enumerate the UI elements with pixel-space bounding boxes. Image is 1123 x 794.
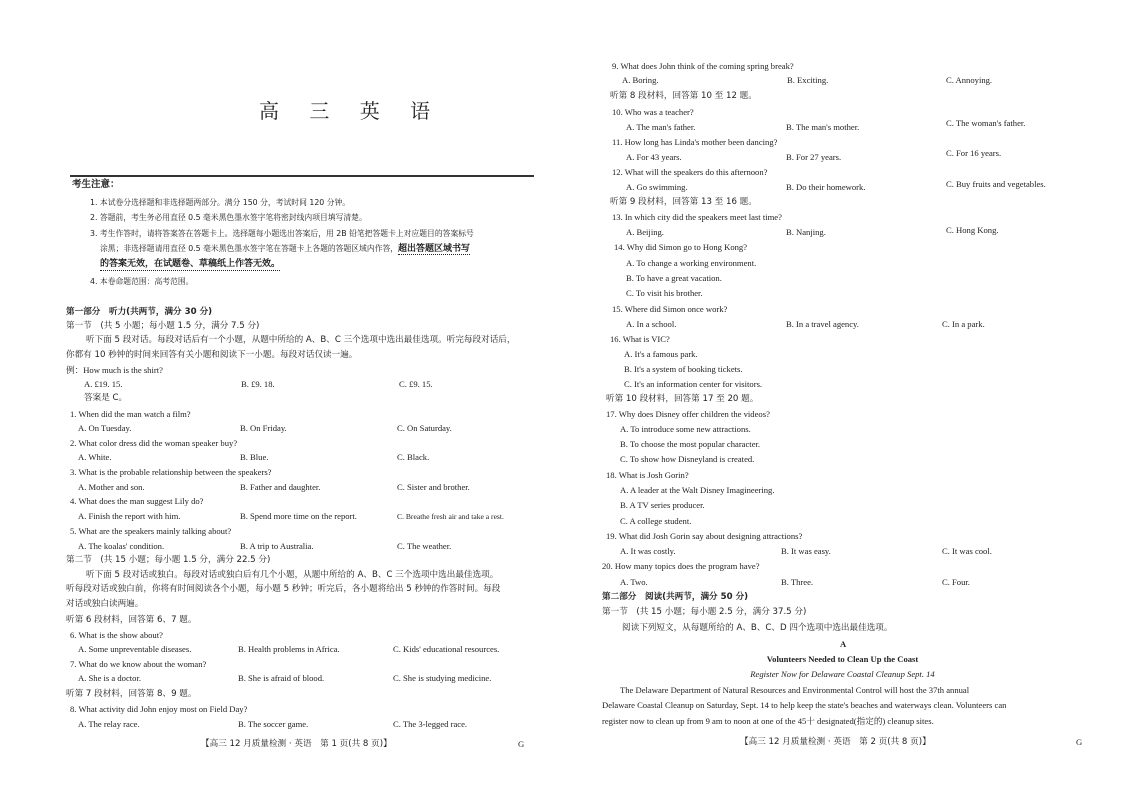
q16-option-c: C. It's an information center for visitors. bbox=[624, 379, 763, 389]
notice-divider bbox=[70, 175, 534, 177]
q1-option-a: A. On Tuesday. bbox=[78, 423, 132, 433]
example-option-c: C. £9. 15. bbox=[399, 379, 433, 389]
material-7-heading: 听第 7 段材料，回答第 8、9 题。 bbox=[66, 689, 197, 699]
q3-option-b: B. Father and daughter. bbox=[240, 482, 321, 492]
notice-3b bbox=[100, 243, 470, 255]
q19-option-a: A. It was costly. bbox=[620, 546, 676, 556]
q8-option-c: C. The 3-legged race. bbox=[393, 719, 468, 729]
q20-option-a: A. Two. bbox=[620, 577, 648, 587]
question-13: 13. In which city did the speakers meet last time? bbox=[612, 212, 782, 222]
q4-option-c: C. Breathe fresh air and take a rest. bbox=[397, 512, 504, 521]
notice-1: 1. 本试卷分选择题和非选择题两部分。满分 150 分，考试时间 120 分钟。 bbox=[90, 198, 351, 207]
q6-option-a: A. Some unpreventable diseases. bbox=[78, 644, 192, 654]
question-1: 1. When did the man watch a film? bbox=[70, 409, 191, 419]
page-title: 高 三 英 语 bbox=[259, 99, 443, 123]
question-8: 8. What activity did John enjoy most on Field Day? bbox=[70, 704, 248, 714]
q16-option-a: A. It's a famous park. bbox=[624, 349, 698, 359]
q18-option-a: A. A leader at the Walt Disney Imagineering. bbox=[620, 485, 775, 495]
material-6-heading: 听第 6 段材料，回答第 6、7 题。 bbox=[66, 615, 197, 625]
q5-option-a: A. The koalas' condition. bbox=[78, 541, 165, 551]
question-19: 19. What did Josh Gorin say about designing attractions? bbox=[606, 531, 803, 541]
right-page bbox=[562, 0, 1123, 794]
q20-option-b: B. Three. bbox=[781, 577, 814, 587]
footer-version: G bbox=[518, 739, 525, 749]
material-9-heading: 听第 9 段材料，回答第 13 至 16 题。 bbox=[610, 197, 757, 207]
notice-3b-plain: 涂黑；非选择题请用直径 0.5 毫米黑色墨水签字笔在答题卡上各题的答题区域内作答， bbox=[100, 244, 399, 253]
notice-3b-bold: 超出答题区域书写 bbox=[398, 244, 471, 254]
q13-option-a: A. Beijing. bbox=[626, 227, 664, 237]
q19-option-c: C. It was cool. bbox=[942, 546, 992, 556]
left-page bbox=[0, 0, 560, 794]
q2-option-b: B. Blue. bbox=[240, 452, 269, 462]
material-10-heading: 听第 10 段材料，回答第 17 至 20 题。 bbox=[606, 394, 759, 404]
question-17: 17. Why does Disney offer children the videos? bbox=[606, 409, 770, 419]
q6-option-b: B. Health problems in Africa. bbox=[238, 644, 340, 654]
q13-option-c: C. Hong Kong. bbox=[946, 225, 999, 235]
question-15: 15. Where did Simon once work? bbox=[612, 304, 728, 314]
q14-option-a: A. To change a working environment. bbox=[626, 258, 757, 268]
sec2-instruction-1: 听下面 5 段对话或独白。每段对话或独白后有几个小题，从题中所给的 A、B、C 三个选项中选出最佳选项。 bbox=[86, 570, 499, 580]
notice-heading: 考生注意： bbox=[72, 179, 120, 190]
q7-option-b: B. She is afraid of blood. bbox=[238, 673, 325, 683]
q4-option-a: A. Finish the report with him. bbox=[78, 511, 181, 521]
q10-option-c: C. The woman's father. bbox=[946, 118, 1026, 128]
q7-option-c: C. She is studying medicine. bbox=[393, 673, 492, 683]
q17-option-b: B. To choose the most popular character. bbox=[620, 439, 761, 449]
q3-option-c: C. Sister and brother. bbox=[397, 482, 470, 492]
q8-option-b: B. The soccer game. bbox=[238, 719, 309, 729]
q18-option-c: C. A college student. bbox=[620, 516, 692, 526]
q9-option-c: C. Annoying. bbox=[946, 75, 993, 85]
question-2: 2. What color dress did the woman speaker buy? bbox=[70, 438, 238, 448]
q10-option-a: A. The man's father. bbox=[626, 122, 696, 132]
material-8-heading: 听第 8 段材料，回答第 10 至 12 题。 bbox=[610, 91, 757, 101]
question-12: 12. What will the speakers do this afternoon? bbox=[612, 167, 768, 177]
q20-option-c: C. Four. bbox=[942, 577, 970, 587]
q8-option-a: A. The relay race. bbox=[78, 719, 140, 729]
question-11: 11. How long has Linda's mother been dancing? bbox=[612, 137, 778, 147]
passage-line-1: The Delaware Department of Natural Resources and Environmental Control will host the 37th annual bbox=[620, 685, 970, 695]
sec2-instruction-3: 对话或独白读两遍。 bbox=[66, 599, 144, 609]
example-answer: 答案是 C。 bbox=[84, 393, 128, 403]
q10-option-b: B. The man's mother. bbox=[786, 122, 860, 132]
sec1-instruction-2: 你都有 10 秒钟的时间来回答有关小题和阅读下一小题。每段对话仅读一遍。 bbox=[66, 350, 358, 360]
q15-option-c: C. In a park. bbox=[942, 319, 985, 329]
q11-option-a: A. For 43 years. bbox=[626, 152, 682, 162]
q6-option-c: C. Kids' educational resources. bbox=[393, 644, 500, 654]
question-7: 7. What do we know about the woman? bbox=[70, 659, 207, 669]
q15-option-b: B. In a travel agency. bbox=[786, 319, 859, 329]
page-footer: 【高三 12 月质量检测 · 英语 第 1 页(共 8 页)】 bbox=[201, 739, 392, 749]
q12-option-b: B. Do their homework. bbox=[786, 182, 866, 192]
sec1-instruction-1: 听下面 5 段对话。每段对话后有一个小题，从题中所给的 A、B、C 三个选项中选出最佳选项。听完每段对话后， bbox=[86, 335, 516, 345]
q5-option-b: B. A trip to Australia. bbox=[240, 541, 314, 551]
q17-option-a: A. To introduce some new attractions. bbox=[620, 424, 751, 434]
q12-option-a: A. Go swimming. bbox=[626, 182, 688, 192]
passage-title: Volunteers Needed to Clean Up the Coast bbox=[766, 654, 919, 664]
footer-version: G bbox=[1076, 737, 1083, 747]
sec2-heading: 第二节 (共 15 小题；每小题 1.5 分，满分 22.5 分) bbox=[66, 555, 271, 565]
sec1-heading: 第一节 (共 5 小题；每小题 1.5 分，满分 7.5 分) bbox=[66, 321, 260, 331]
question-5: 5. What are the speakers mainly talking about? bbox=[70, 526, 232, 536]
q18-option-b: B. A TV series producer. bbox=[620, 500, 705, 510]
example-option-a: A. £19. 15. bbox=[84, 379, 123, 389]
passage-subtitle: Register Now for Delaware Coastal Cleanup Sept. 14 bbox=[750, 669, 935, 679]
notice-3c: 的答案无效，在试题卷、草稿纸上作答无效。 bbox=[100, 259, 281, 269]
q12-option-c: C. Buy fruits and vegetables. bbox=[946, 179, 1046, 189]
question-20: 20. How many topics does the program have? bbox=[602, 561, 760, 571]
question-3: 3. What is the probable relationship between the speakers? bbox=[70, 467, 272, 477]
q19-option-b: B. It was easy. bbox=[781, 546, 831, 556]
q3-option-a: A. Mother and son. bbox=[78, 482, 145, 492]
q11-option-b: B. For 27 years. bbox=[786, 152, 842, 162]
example-option-b: B. £9. 18. bbox=[241, 379, 275, 389]
q17-option-c: C. To show how Disneyland is created. bbox=[620, 454, 755, 464]
notice-3a: 3. 考生作答时，请将答案答在答题卡上。选择题每小题选出答案后，用 2B 铅笔把答题卡上对应题目的答案标号 bbox=[90, 229, 474, 238]
reading-instruction: 阅读下列短文，从每题所给的 A、B、C、D 四个选项中选出最佳选项。 bbox=[622, 623, 893, 633]
q14-option-c: C. To visit his brother. bbox=[626, 288, 703, 298]
q7-option-a: A. She is a doctor. bbox=[78, 673, 142, 683]
q2-option-a: A. White. bbox=[78, 452, 112, 462]
question-16: 16. What is VIC? bbox=[610, 334, 670, 344]
passage-line-3: register now to clean up from 9 am to noon at one of the 45十 designated(指定的) cleanup sites. bbox=[602, 716, 934, 726]
q9-option-b: B. Exciting. bbox=[787, 75, 829, 85]
question-4: 4. What does the man suggest Lily do? bbox=[70, 496, 204, 506]
question-6: 6. What is the show about? bbox=[70, 630, 163, 640]
q1-option-b: B. On Friday. bbox=[240, 423, 287, 433]
part2-heading: 第二部分 阅读(共两节，满分 50 分) bbox=[602, 592, 749, 602]
notice-2: 2. 答题前，考生务必用直径 0.5 毫米黑色墨水签字笔将密封线内项目填写清楚。 bbox=[90, 213, 367, 222]
notice-4: 4. 本卷命题范围：高考范围。 bbox=[90, 277, 194, 286]
q4-option-b: B. Spend more time on the report. bbox=[240, 511, 357, 521]
q15-option-a: A. In a school. bbox=[626, 319, 677, 329]
q13-option-b: B. Nanjing. bbox=[786, 227, 826, 237]
question-18: 18. What is Josh Gorin? bbox=[606, 470, 689, 480]
reading-sec1-heading: 第一节 (共 15 小题；每小题 2.5 分，满分 37.5 分) bbox=[602, 607, 807, 617]
example-question: 例：How much is the shirt? bbox=[66, 365, 163, 375]
part1-heading: 第一部分 听力(共两节，满分 30 分) bbox=[66, 307, 213, 317]
question-9: 9. What does John think of the coming spring break? bbox=[612, 61, 794, 71]
sec2-instruction-2: 听每段对话或独白前，你将有时间阅读各个小题，每小题 5 秒钟；听完后，各小题将给出 5 秒钟的作答时间。每段 bbox=[66, 584, 501, 594]
passage-line-2: Delaware Coastal Cleanup on Saturday, Sept. 14 to help keep the state's beaches and waterways clean. Volunteers can bbox=[602, 700, 1007, 710]
q1-option-c: C. On Saturday. bbox=[397, 423, 452, 433]
question-14: 14. Why did Simon go to Hong Kong? bbox=[614, 242, 748, 252]
question-10: 10. Who was a teacher? bbox=[612, 107, 694, 117]
q11-option-c: C. For 16 years. bbox=[946, 148, 1002, 158]
q9-option-a: A. Boring. bbox=[622, 75, 659, 85]
q14-option-b: B. To have a great vacation. bbox=[626, 273, 722, 283]
q2-option-c: C. Black. bbox=[397, 452, 430, 462]
passage-letter: A bbox=[840, 639, 847, 649]
q5-option-c: C. The weather. bbox=[397, 541, 452, 551]
page-footer: 【高三 12 月质量检测 · 英语 第 2 页(共 8 页)】 bbox=[740, 737, 931, 747]
q16-option-b: B. It's a system of booking tickets. bbox=[624, 364, 743, 374]
